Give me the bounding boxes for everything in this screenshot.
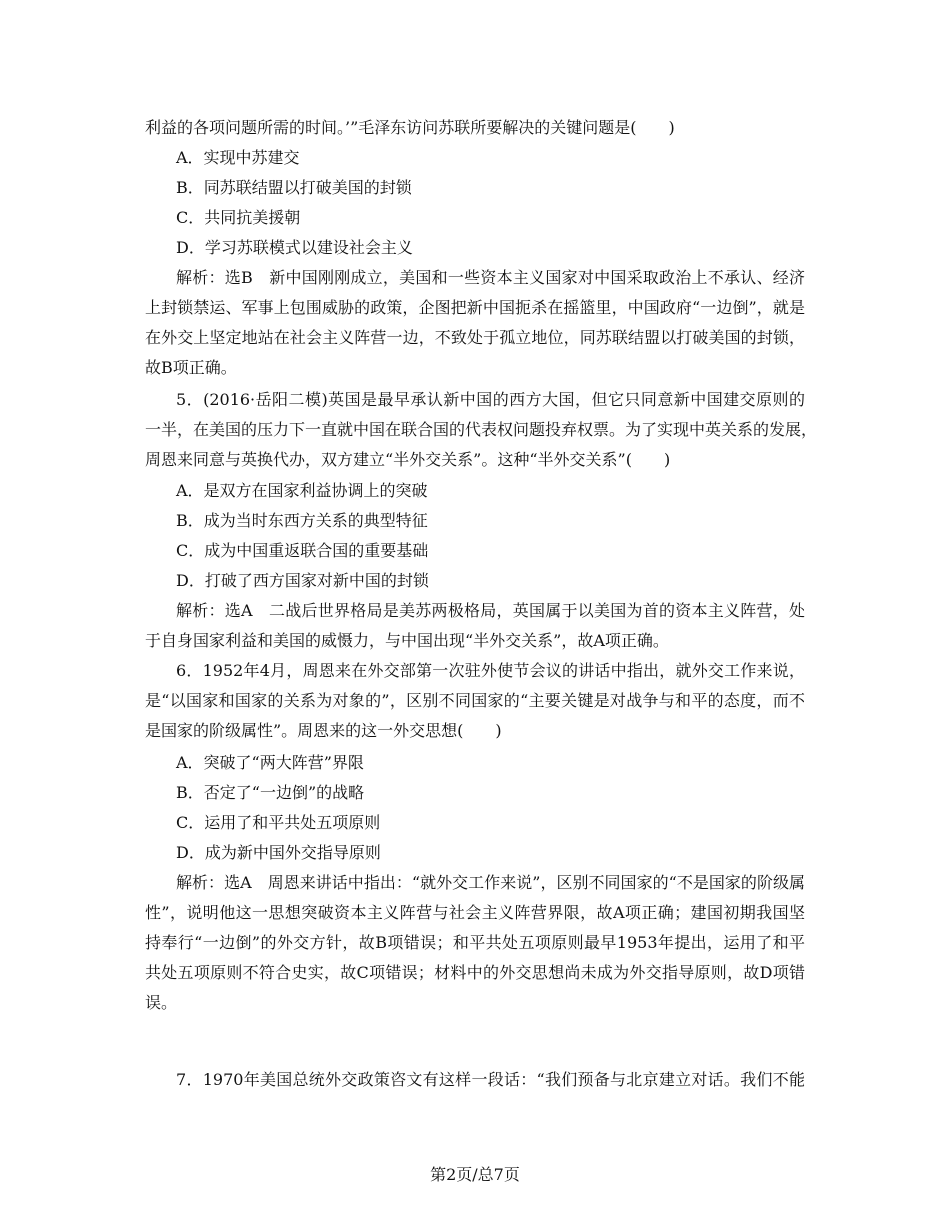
q5-stem-line-1: 5．(2016·岳阳二模)英国是最早承认新中国的西方大国，但它只同意新中国建交原则的 <box>176 390 805 409</box>
q5-analysis-line-2: 于自身国家利益和美国的威慑力，与中国出现“半外交关系”，故A项正确。 <box>145 631 669 650</box>
q5-analysis-line-1: 解析：选A 二战后世界格局是美苏两极格局，英国属于以美国为首的资本主义阵营，处 <box>176 601 805 620</box>
q6-analysis-line-4: 共处五项原则不符合史实，故C项错误；材料中的外交思想尚未成为外交指导原则，故D项错 <box>145 963 805 982</box>
q5-option-a: A．是双方在国家利益协调上的突破 <box>176 481 428 500</box>
q6-analysis-line-2: 性”，说明他这一思想突破资本主义阵营与社会主义阵营界限，故A项正确；建国初期我国坚 <box>145 903 805 922</box>
q4-stem-tail: 利益的各项问题所需的时间。’”毛泽东访问苏联所要解决的关键问题是( ) <box>145 118 675 137</box>
q4-option-c: C．共同抗美援朝 <box>176 208 301 227</box>
q5-option-b: B．成为当时东西方关系的典型特征 <box>176 511 428 530</box>
q5-stem-line-3: 周恩来同意与英换代办，双方建立“半外交关系”。这种“半外交关系”( ) <box>145 450 671 469</box>
q6-analysis-line-5: 误。 <box>145 993 178 1012</box>
q6-option-d: D．成为新中国外交指导原则 <box>176 843 381 862</box>
q4-analysis-line-4: 故B项正确。 <box>145 358 237 377</box>
q7-stem-line-1: 7．1970年美国总统外交政策咨文有这样一段话：“我们预备与北京建立对话。我们不能 <box>176 1070 805 1089</box>
q6-analysis-line-1: 解析：选A 周恩来讲话中指出：“就外交工作来说”，区别不同国家的“不是国家的阶级属 <box>176 873 805 892</box>
q4-analysis-line-3: 在外交上坚定地站在社会主义阵营一边，不致处于孤立地位，同苏联结盟以打破美国的封锁， <box>145 328 805 347</box>
q4-option-b: B．同苏联结盟以打破美国的封锁 <box>176 178 412 197</box>
q5-option-d: D．打破了西方国家对新中国的封锁 <box>176 571 429 590</box>
page-footer: 第2页/总7页 <box>430 1165 520 1184</box>
q6-stem-line-2: 是“以国家和国家的关系为对象的”，区别不同国家的“主要关键是对战争与和平的态度，而不 <box>145 691 805 710</box>
q6-option-c: C．运用了和平共处五项原则 <box>176 813 381 832</box>
q6-stem-line-1: 6．1952年4月，周恩来在外交部第一次驻外使节会议的讲话中指出，就外交工作来说， <box>176 661 805 680</box>
q6-stem-line-3: 是国家的阶级属性”。周恩来的这一外交思想( ) <box>145 721 502 740</box>
q6-option-a: A．突破了“两大阵营”界限 <box>176 753 364 772</box>
q4-option-a: A．实现中苏建交 <box>176 148 300 167</box>
q5-option-c: C．成为中国重返联合国的重要基础 <box>176 541 429 560</box>
q6-analysis-line-3: 持奉行“一边倒”的外交方针，故B项错误；和平共处五项原则最早1953年提出，运用了和平 <box>145 933 805 952</box>
q4-analysis-line-2: 上封锁禁运、军事上包围威胁的政策，企图把新中国扼杀在摇篮里，中国政府“一边倒”，就是 <box>145 298 805 317</box>
q5-stem-line-2: 一半，在美国的压力下一直就中国在联合国的代表权问题投弃权票。为了实现中英关系的发展， <box>145 420 818 439</box>
q4-analysis-line-1: 解析：选B 新中国刚刚成立，美国和一些资本主义国家对中国采取政治上不承认、经济 <box>176 268 805 287</box>
q6-option-b: B．否定了“一边倒”的战略 <box>176 783 365 802</box>
q4-option-d: D．学习苏联模式以建设社会主义 <box>176 238 413 257</box>
